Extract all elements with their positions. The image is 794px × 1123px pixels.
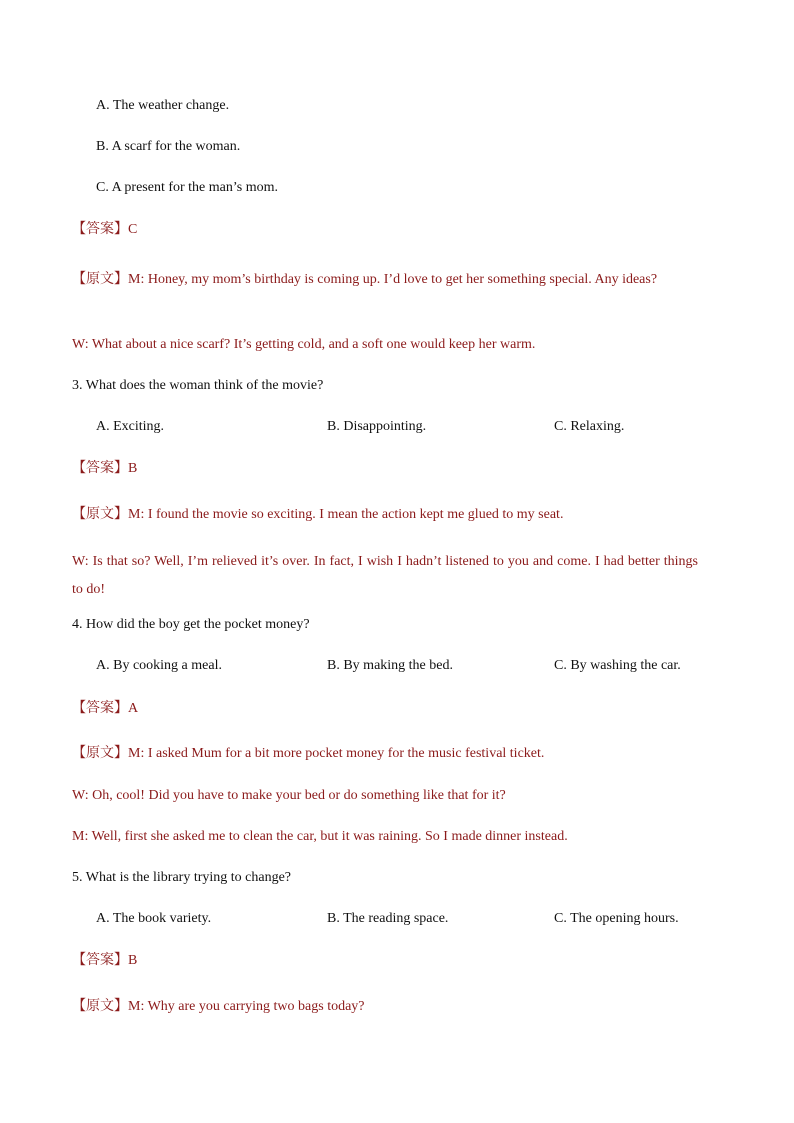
q3-answer [72, 459, 137, 478]
q3-option-c: C. Relaxing. [554, 419, 625, 434]
q4-option-b: B. By making the bed. [327, 658, 453, 673]
q3-script-line-2: W: Is that so? Well, I’m relieved it’s over. In fact, I wish I hadn’t listened to you and come. I had better things to do! [72, 554, 698, 597]
q4-option-c: C. By washing the car. [554, 658, 681, 673]
q5-answer [72, 951, 137, 970]
q5-option-b: B. The reading space. [327, 911, 449, 926]
answer-tag: 【答案】 [72, 221, 128, 237]
script-text: M: I found the movie so exciting. I mean the action kept me glued to my seat. [128, 507, 564, 522]
script-text: M: Why are you carrying two bags today? [128, 999, 365, 1014]
q2-option-c: C. A present for the man’s mom. [96, 180, 278, 195]
q2-answer [72, 220, 137, 239]
q2-script-line-1 [72, 265, 698, 294]
answer-tag: 【答案】 [72, 952, 128, 968]
script-tag: 【原文】 [72, 745, 128, 761]
q3-option-b: B. Disappointing. [327, 419, 427, 434]
script-tag: 【原文】 [72, 271, 128, 287]
answer-tag: 【答案】 [72, 700, 128, 716]
script-tag: 【原文】 [72, 506, 128, 522]
q4-answer [72, 699, 138, 718]
q2-script-line-2: W: What about a nice scarf? It’s getting cold, and a soft one would keep her warm. [72, 337, 536, 352]
q4-option-a: A. By cooking a meal. [96, 658, 222, 673]
q3-script-line-1 [72, 505, 563, 524]
script-tag: 【原文】 [72, 998, 128, 1014]
answer-value: A [128, 701, 139, 716]
answer-tag: 【答案】 [72, 460, 128, 476]
script-text: M: Honey, my mom’s birthday is coming up. I’d love to get her something special. Any ideas? [128, 272, 658, 287]
q3-question: 3. What does the woman think of the movie? [72, 378, 324, 393]
answer-value: B [128, 953, 138, 968]
q2-option-b: B. A scarf for the woman. [96, 139, 241, 154]
q2-option-a: A. The weather change. [96, 98, 230, 113]
q4-script-line-2: W: Oh, cool! Did you have to make your bed or do something like that for it? [72, 788, 506, 803]
q4-script-line-1 [72, 744, 544, 763]
q4-question: 4. How did the boy get the pocket money? [72, 617, 310, 632]
q3-option-a: A. Exciting. [96, 419, 165, 434]
q5-option-a: A. The book variety. [96, 911, 212, 926]
answer-value: C [128, 222, 138, 237]
q5-script-line-1 [72, 997, 365, 1016]
q5-question: 5. What is the library trying to change? [72, 870, 292, 885]
q4-script-line-3: M: Well, first she asked me to clean the car, but it was raining. So I made dinner instead. [72, 829, 568, 844]
script-text: M: I asked Mum for a bit more pocket money for the music festival ticket. [128, 746, 545, 761]
answer-value: B [128, 461, 138, 476]
q5-option-c: C. The opening hours. [554, 911, 679, 926]
